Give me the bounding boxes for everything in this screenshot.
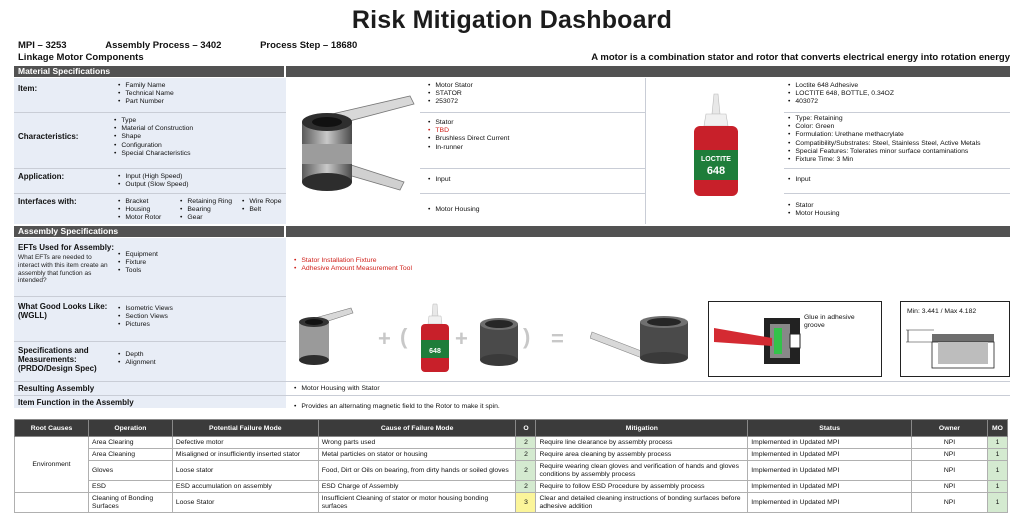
resulting-assembly-image (590, 316, 698, 368)
list-item: • Pictures (118, 321, 173, 329)
cell-operation: Cleaning of Bonding Surfaces (88, 493, 172, 513)
list-item: • Tools (118, 267, 158, 275)
cell-mitigation: Require area cleaning by assembly process (536, 449, 748, 461)
assembly-process: Assembly Process – 3402 (105, 40, 222, 51)
characteristics-fields-list (114, 117, 193, 158)
root-cause-group: Environment (15, 437, 89, 493)
list-item: • Adhesive Amount Measurement Tool (294, 265, 412, 273)
cell-mo: 1 (987, 481, 1007, 493)
cell-mitigation: Clear and detailed cleaning instructions of bonding surfaces before adhesive addition (536, 493, 748, 513)
loctite-small-image (418, 302, 452, 374)
list-item: • 403072 (788, 98, 894, 106)
table-row (15, 449, 1008, 461)
list-item: • Motor Rotor (118, 214, 161, 222)
application-fields-list (118, 173, 188, 189)
list-item: • Special Characteristics (114, 150, 193, 158)
process-step: Process Step – 18680 (260, 40, 358, 51)
cell-status: Implemented in Updated MPI (748, 493, 912, 513)
table-header-row (15, 420, 1008, 437)
list-item: • Type (114, 117, 193, 125)
list-item: • Family Name (118, 82, 174, 90)
cell-mo: 1 (987, 449, 1007, 461)
characteristics-motor-list (428, 119, 509, 152)
list-item: • Color: Green (788, 123, 981, 131)
application-motor-list (428, 176, 451, 184)
cell-status: Implemented in Updated MPI (748, 481, 912, 493)
bottle-number-text: 648 (706, 165, 726, 177)
table-row (15, 461, 1008, 481)
cell-mo: 1 (987, 461, 1007, 481)
efts-fields-list (118, 251, 158, 276)
header-o: O (516, 420, 536, 437)
cell-cause: Metal particles on stator or housing (318, 449, 516, 461)
cell-mo: 1 (987, 437, 1007, 449)
header-cause: Cause of Failure Mode (318, 420, 516, 437)
bottle-number-small-text: 648 (429, 348, 441, 355)
list-item: • Fixture (118, 259, 158, 267)
list-item: • Housing (118, 206, 161, 214)
root-causes-table (14, 419, 1008, 513)
function-value-list (294, 403, 500, 411)
list-item: • Compatibility/Substrates: Steel, Stainless Steel, Active Metals (788, 140, 981, 148)
efts-note: What EFTs are needed to interact with this item create an assembly that function as intended? (18, 254, 108, 285)
header-failure-mode: Potential Failure Mode (172, 420, 318, 437)
list-item: • Equipment (118, 251, 158, 259)
cell-o: 2 (516, 481, 536, 493)
cell-failure-mode: Loose stator (172, 461, 318, 481)
row-divider (420, 112, 645, 113)
list-item: • Section Views (118, 313, 173, 321)
row-divider (420, 168, 645, 169)
row-divider (14, 193, 286, 194)
cell-mitigation: Require wearing clean gloves and verification of hands and gloves conditions by assembly process (536, 461, 748, 481)
list-item: • Retaining Ring (180, 198, 232, 206)
row-divider (14, 168, 286, 169)
list-item: • Isometric Views (118, 305, 173, 313)
list-item: • Input (788, 176, 811, 184)
list-item: • LOCTITE 648, BOTTLE, 0.34OZ (788, 90, 894, 98)
cell-mitigation: Require to follow ESD Procedure by assembly process (536, 481, 748, 493)
list-item: • Input (428, 176, 451, 184)
list-item: • Motor Stator (428, 82, 473, 90)
list-item: • Type: Retaining (788, 115, 981, 123)
list-item: • Material of Construction (114, 125, 193, 133)
cell-failure-mode: Loose Stator (172, 493, 318, 513)
list-item: • Stator (788, 202, 840, 210)
interfaces-col2-list (180, 198, 232, 223)
efts-label: EFTs Used for Assembly: (18, 243, 115, 252)
cell-operation: Area Clearing (88, 437, 172, 449)
list-item: • Input (High Speed) (118, 173, 188, 181)
spec-label-3: (PRDO/Design Spec) (18, 364, 97, 373)
cell-owner: NPI (912, 437, 988, 449)
list-item: • Gear (180, 214, 232, 222)
list-item: • Motor Housing (428, 206, 480, 214)
list-item: • Stator Installation Fixture (294, 257, 412, 265)
row-divider (14, 381, 1010, 382)
list-item: • Special Features: Tolerates minor surface contaminations (788, 148, 981, 156)
row-divider (14, 395, 1010, 396)
row-divider (784, 168, 1010, 169)
cell-failure-mode: Defective motor (172, 437, 318, 449)
cell-mo: 1 (987, 493, 1007, 513)
list-item: • Part Number (118, 98, 174, 106)
interfaces-label: Interfaces with: (18, 197, 77, 206)
cell-owner: NPI (912, 481, 988, 493)
list-item: • 253072 (428, 98, 473, 106)
cell-o: 3 (516, 493, 536, 513)
list-item: • Belt (242, 206, 282, 214)
cell-cause: Insufficient Cleaning of stator or motor housing bonding surfaces (318, 493, 516, 513)
cell-cause: Wrong parts used (318, 437, 516, 449)
item-label: Item: (18, 84, 38, 93)
assembly-section-band (286, 226, 1010, 237)
function-label: Item Function in the Assembly (18, 398, 134, 407)
row-divider (784, 193, 1010, 194)
cell-operation: Gloves (88, 461, 172, 481)
table-row (15, 437, 1008, 449)
cell-failure-mode: ESD accumulation on assembly (172, 481, 318, 493)
resulting-label: Resulting Assembly (18, 384, 95, 393)
dimension-drawing (906, 320, 1006, 374)
characteristics-adhesive-list (788, 115, 981, 164)
list-item: • Technical Name (118, 90, 174, 98)
cell-mitigation: Require line clearance by assembly process (536, 437, 748, 449)
motor-stator-image (292, 92, 417, 200)
component-description: A motor is a combination stator and rotor that converts electrical energy into rotation energy (591, 52, 1010, 63)
close-paren-icon: ) (523, 324, 531, 349)
plus-icon: + (455, 326, 468, 351)
header-status: Status (748, 420, 912, 437)
item-motor-list (428, 82, 473, 107)
item-adhesive-list (788, 82, 894, 107)
cell-status: Implemented in Updated MPI (748, 437, 912, 449)
table-row (15, 481, 1008, 493)
cell-cause: ESD Charge of Assembly (318, 481, 516, 493)
interfaces-adhesive-list (788, 202, 840, 218)
header-mo: MO (987, 420, 1007, 437)
list-item: • In-runner (428, 144, 509, 152)
cell-o: 2 (516, 437, 536, 449)
list-item: • Fixture Time: 3 Min (788, 156, 981, 164)
bottle-brand-text: LOCTITE (701, 156, 731, 163)
component-subtitle: Linkage Motor Components (18, 52, 144, 63)
interfaces-motor-list (428, 206, 480, 214)
wgll-label-abbrev: (WGLL) (18, 311, 47, 320)
mpi-number: MPI – 3253 (18, 40, 67, 51)
root-cause-group-empty (15, 493, 89, 513)
spec-fields-list (118, 351, 156, 367)
list-item: • Stator (428, 119, 509, 127)
list-item: • Bearing (180, 206, 232, 214)
spec-label: Specifications and (18, 346, 89, 355)
application-label: Application: (18, 172, 65, 181)
row-divider (14, 296, 286, 297)
cell-operation: Area Cleaning (88, 449, 172, 461)
glue-label: Glue in adhesive groove (804, 314, 855, 329)
motor-housing-image (478, 316, 520, 366)
header-operation: Operation (88, 420, 172, 437)
section-view-image (712, 312, 808, 372)
header-owner: Owner (912, 420, 988, 437)
list-item: • Shape (114, 133, 193, 141)
cell-o: 2 (516, 461, 536, 481)
equals-icon: = (551, 326, 564, 351)
cell-failure-mode: Misaligned or insufficiently inserted stator (172, 449, 318, 461)
list-item: • Provides an alternating magnetic field to the Rotor to make it spin. (294, 403, 500, 411)
assembly-section-header: Assembly Specifications (14, 226, 284, 237)
resulting-value-list (294, 385, 380, 393)
material-section-band (286, 66, 1010, 77)
row-divider (14, 341, 286, 342)
list-item: • Formulation: Urethane methacrylate (788, 131, 981, 139)
table-row (15, 493, 1008, 513)
cell-owner: NPI (912, 461, 988, 481)
cell-owner: NPI (912, 449, 988, 461)
efts-values-list (294, 257, 412, 273)
item-fields-list (118, 82, 174, 107)
process-meta (18, 40, 393, 51)
row-divider (14, 112, 286, 113)
plus-icon: + (378, 326, 391, 351)
spec-label-2: Measurements: (18, 355, 77, 364)
list-item: • STATOR (428, 90, 473, 98)
row-divider (420, 193, 645, 194)
cell-o: 2 (516, 449, 536, 461)
row-divider (784, 112, 1010, 113)
list-item: • TBD (428, 127, 509, 135)
list-item: • Wire Rope (242, 198, 282, 206)
header-mitigation: Mitigation (536, 420, 748, 437)
wgll-label: What Good Looks Like: (18, 302, 108, 311)
loctite-bottle-image (688, 92, 744, 200)
list-item: • Brushless Direct Current (428, 135, 509, 143)
wgll-fields-list (118, 305, 173, 330)
column-divider (645, 78, 646, 224)
stator-small-image (295, 304, 355, 370)
cell-status: Implemented in Updated MPI (748, 461, 912, 481)
interfaces-col3-list (242, 198, 282, 214)
header-root-causes: Root Causes (15, 420, 89, 437)
list-item: • Loctite 648 Adhesive (788, 82, 894, 90)
material-section-header: Material Specifications (14, 66, 284, 77)
list-item: • Alignment (118, 359, 156, 367)
characteristics-label: Characteristics: (18, 132, 79, 141)
page-title: Risk Mitigation Dashboard (351, 6, 673, 34)
open-paren-icon: ( (400, 324, 408, 349)
cell-cause: Food, Dirt or Oils on bearing, from dirty hands or soiled gloves (318, 461, 516, 481)
list-item: • Motor Housing with Stator (294, 385, 380, 393)
list-item: • Motor Housing (788, 210, 840, 218)
cell-status: Implemented in Updated MPI (748, 449, 912, 461)
list-item: • Configuration (114, 142, 193, 150)
dimension-label: Min: 3.441 / Max 4.182 (907, 308, 977, 315)
application-adhesive-list (788, 176, 811, 184)
list-item: • Bracket (118, 198, 161, 206)
list-item: • Output (Slow Speed) (118, 181, 188, 189)
cell-operation: ESD (88, 481, 172, 493)
cell-owner: NPI (912, 493, 988, 513)
list-item: • Depth (118, 351, 156, 359)
interfaces-col1-list (118, 198, 161, 223)
